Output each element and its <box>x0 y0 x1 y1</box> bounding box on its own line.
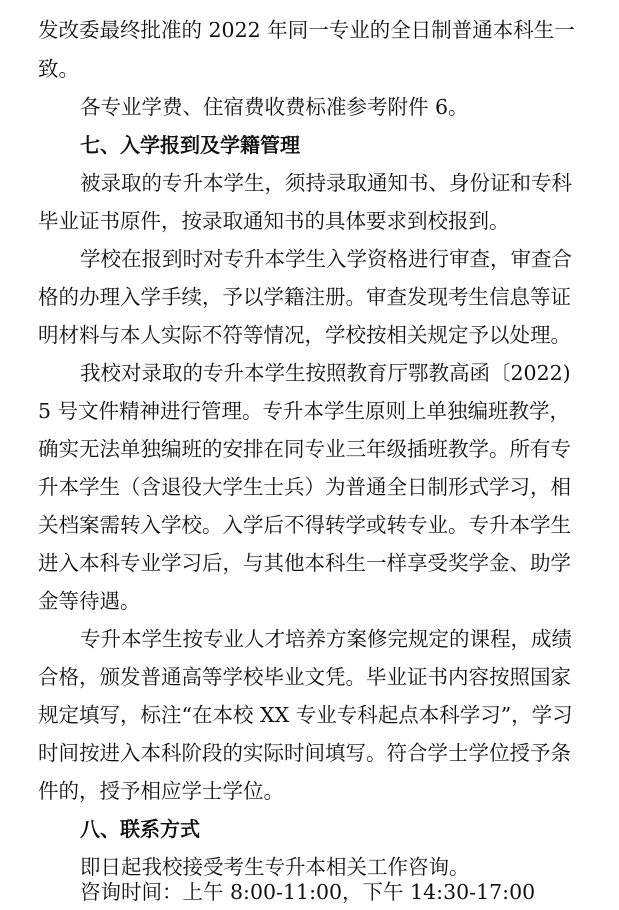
paragraph-line: 专升本学生按专业人才培养方案修完规定的课程，成绩 <box>80 627 572 651</box>
paragraph-line: 毕业证书原件，按录取通知书的具体要求到校报到。 <box>38 209 510 233</box>
paragraph-line: 明材料与本人实际不符等情况，学校按相关规定予以处理。 <box>38 323 571 347</box>
paragraph-line: 规定填写，标注“在本校 XX 专业专科起点本科学习”，学习 <box>38 703 573 727</box>
paragraph-line: 进入本科专业学习后，与其他本科生一样享受奖学金、助学 <box>38 551 571 575</box>
paragraph-line: 各专业学费、住宿费收费标准参考附件 6。 <box>80 95 469 119</box>
paragraph-line: 合格，颁发普通高等学校毕业文凭。毕业证书内容按照国家 <box>38 665 571 689</box>
paragraph-line: 格的办理入学手续，予以学籍注册。审查发现考生信息等证 <box>38 285 571 309</box>
paragraph-line: 即日起我校接受考生专升本相关工作咨询。 <box>80 855 470 879</box>
paragraph-line: 确实无法单独编班的安排在同专业三年级插班教学。所有专 <box>38 437 571 461</box>
paragraph-line: 被录取的专升本学生，须持录取通知书、身份证和专科 <box>80 171 572 195</box>
paragraph-line: 发改委最终批准的 2022 年同一专业的全日制普通本科生一 <box>38 18 575 42</box>
section-heading-enrollment: 七、入学报到及学籍管理 <box>80 133 300 157</box>
paragraph-line: 学校在报到时对专升本学生入学资格进行审查，审查合 <box>80 247 572 271</box>
paragraph-line: 件的，授予相应学士学位。 <box>38 779 284 803</box>
paragraph-line: 金等待遇。 <box>38 589 141 613</box>
paragraph-line: 关档案需转入学校。入学后不得转学或转专业。专升本学生 <box>38 513 571 537</box>
section-heading-contact: 八、联系方式 <box>80 817 200 841</box>
paragraph-line: 5 号文件精神进行管理。专升本学生原则上单独编班教学， <box>38 399 571 423</box>
paragraph-line: 致。 <box>38 57 79 81</box>
consultation-hours: 咨询时间：上午 8:00-11:00，下午 14:30-17:00 <box>80 880 536 904</box>
paragraph-line: 时间按进入本科阶段的实际时间填写。符合学士学位授予条 <box>38 741 571 765</box>
paragraph-line: 升本学生（含退役大学生士兵）为普通全日制形式学习，相 <box>38 475 571 499</box>
paragraph-line: 我校对录取的专升本学生按照教育厅鄂教高函〔2022) <box>80 361 571 385</box>
